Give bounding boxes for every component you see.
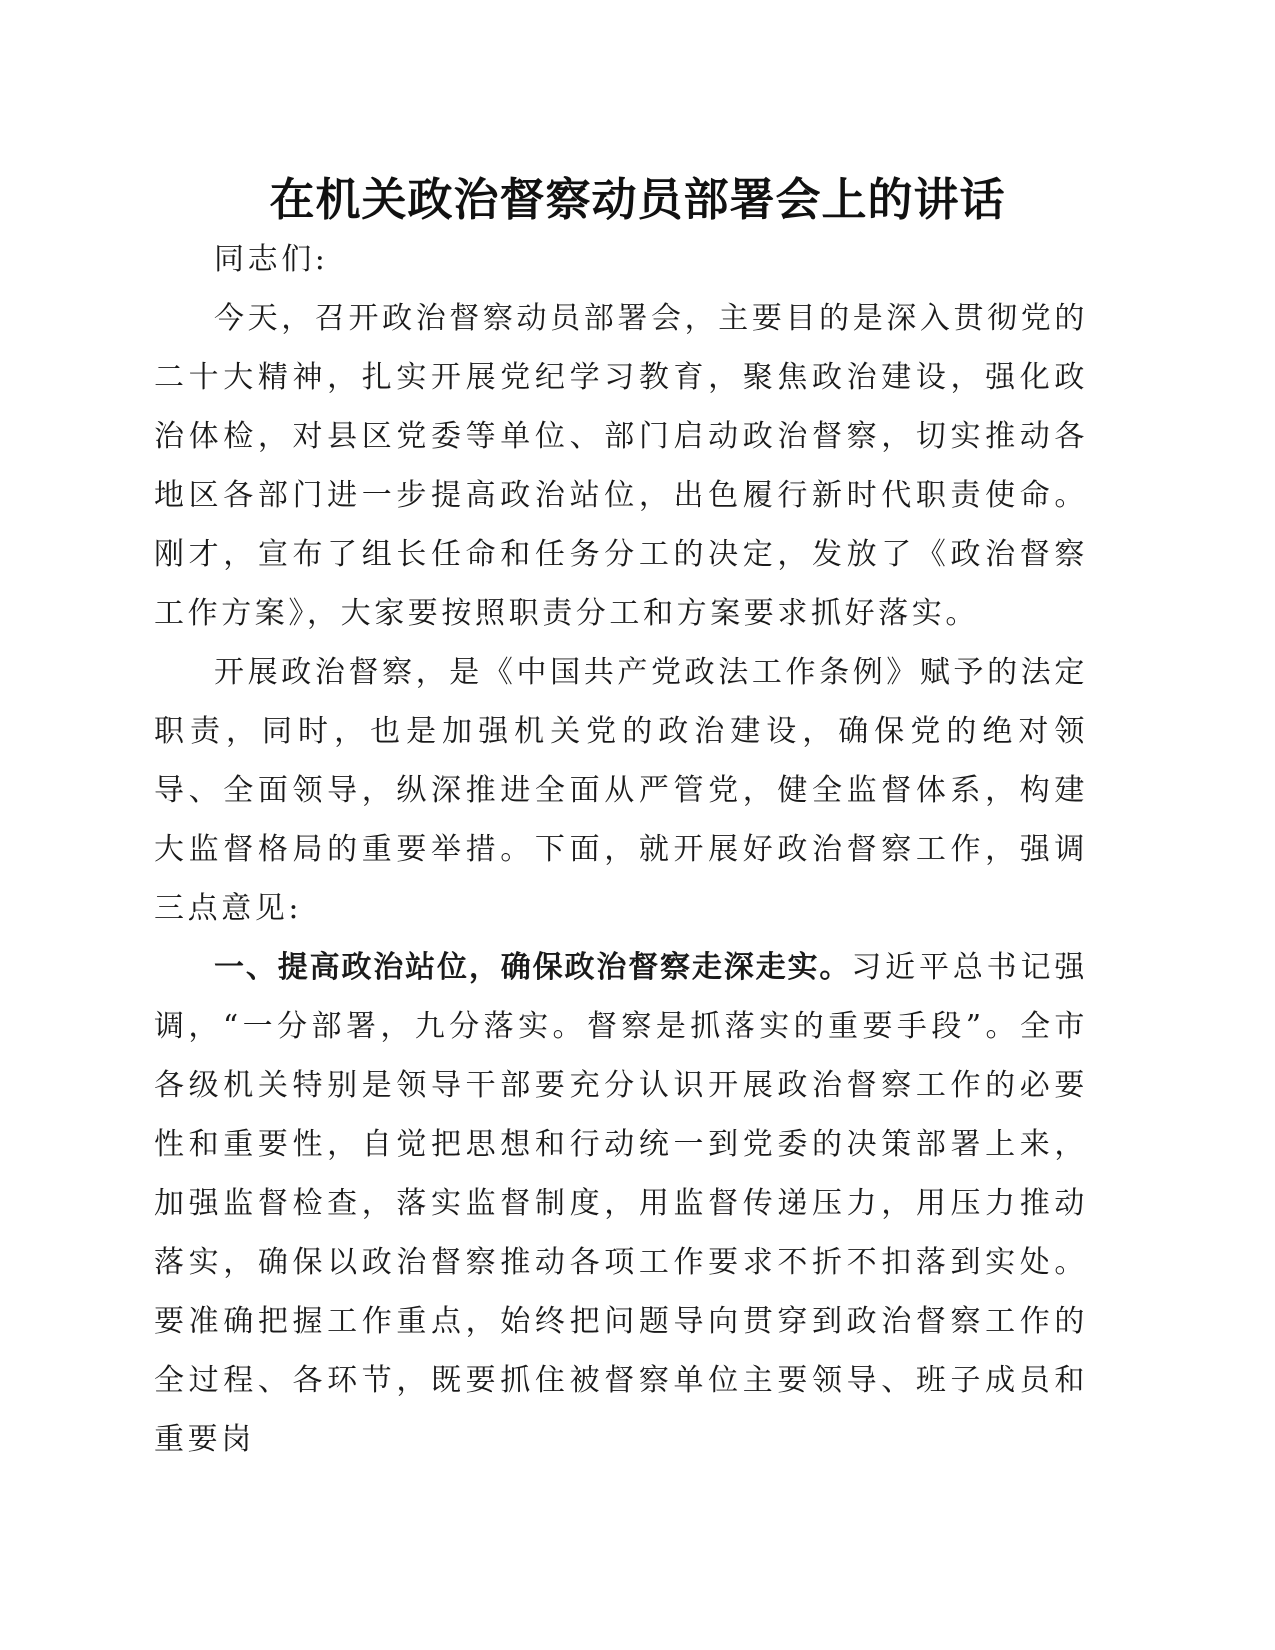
section-1-heading: 一、提高政治站位，确保政治督察走深走实。 [214, 950, 852, 985]
paragraph-purpose: 开展政治督察，是《中国共产党政法工作条例》赋予的法定职责，同时，也是加强机关党的政治建设，确保党的绝对领导、全面领导，纵深推进全面从严管党，健全监督体系，构建大监督格局的重要举措。下面，就开展好政治督察工作，强调三点意见: [154, 655, 1088, 926]
document-title: 在机关政治督察动员部署会上的讲话 [269, 173, 1006, 226]
salutation: 同志们: [214, 242, 329, 277]
paragraph-intro: 今天，召开政治督察动员部署会，主要目的是深入贯彻党的二十大精神，扎实开展党纪学习教育，聚焦政治建设，强化政治体检，对县区党委等单位、部门启动政治督察，切实推动各地区各部门进一步提高政治站位，出色履行新时代职责使命。刚才，宣布了组长任命和任务分工的决定，发放了《政治督察工作方案》，大家要按照职责分工和方案要求抓好落实。 [154, 301, 1088, 631]
document-body [154, 230, 1088, 1469]
section-1-paragraph [154, 938, 1088, 1469]
section-1-text: 习近平总书记强调，“一分部署，九分落实。督察是抓落实的重要手段”。全市各级机关特别是领导干部要充分认识开展政治督察工作的必要性和重要性，自觉把思想和行动统一到党委的决策部署上来，加强监督检查，落实监督制度，用监督传递压力，用压力推动落实，确保以政治督察推动各项工作要求不折不扣落到实处。要准确把握工作重点，始终把问题导向贯穿到政治督察工作的全过程、各环节，既要抓住被督察单位主要领导、班子成员和重要岗 [154, 950, 1089, 1457]
